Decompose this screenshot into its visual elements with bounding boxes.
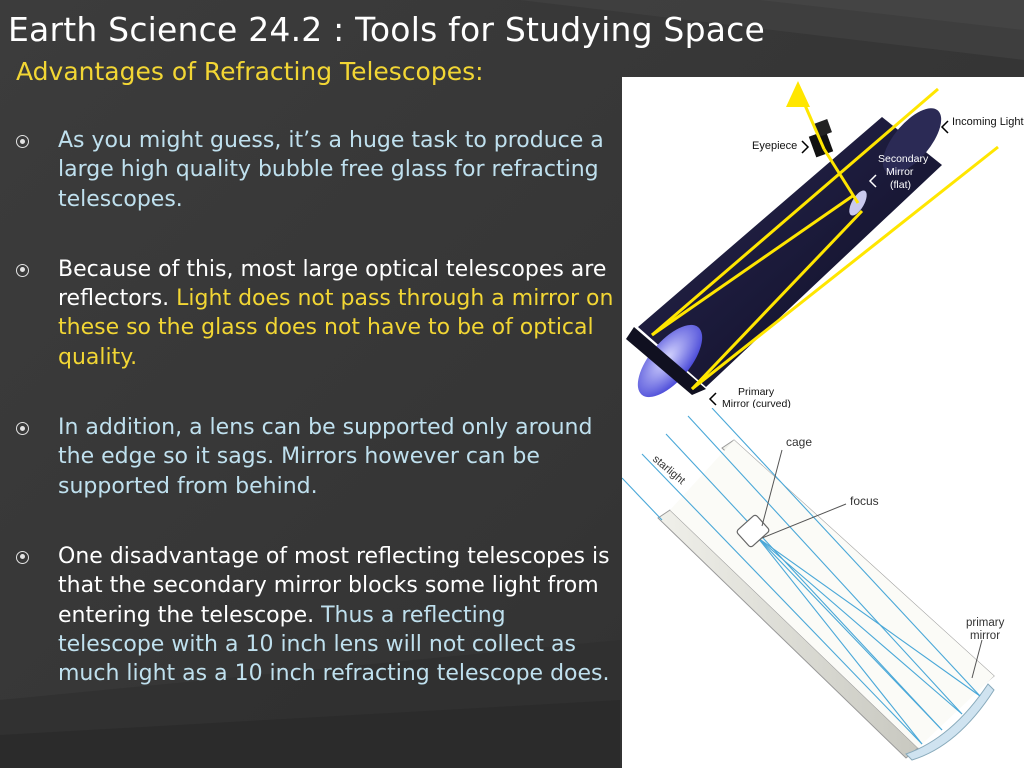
label-secondary-mirror-2: Mirror xyxy=(886,166,914,178)
starlight-path-diagram xyxy=(622,408,1024,768)
label-secondary-mirror-1: Secondary xyxy=(878,153,929,165)
label-eyepiece: Eyepiece xyxy=(752,140,798,152)
slide-title: Earth Science 24.2 : Tools for Studying Space xyxy=(8,10,765,49)
label-starlight: starlight xyxy=(650,453,688,488)
label-primary-mirror-1: Primary xyxy=(738,386,775,398)
bullet-text: Thus a reflecting telescope with a 10 inch lens will not collect as much light as a 10 inch refracting telescope does. xyxy=(58,602,610,687)
label-secondary-mirror-3: (flat) xyxy=(890,179,911,191)
bullet-list xyxy=(14,126,614,688)
bullet-marker-icon xyxy=(16,264,29,277)
bullet-text: In addition, a lens can be supported only around the edge so it sags. Mirrors however can be supported from behind. xyxy=(58,415,593,499)
arrow-up-icon xyxy=(786,81,810,107)
slide-subtitle: Advantages of Refracting Telescopes: xyxy=(16,57,484,86)
bullet-item xyxy=(14,126,614,214)
reflector-telescope-diagram xyxy=(622,77,1024,408)
label-focus: focus xyxy=(850,494,879,508)
bullet-marker-icon xyxy=(16,551,29,564)
label-primary-mirror-1: primary xyxy=(966,617,1005,629)
label-incoming-light: Incoming Light xyxy=(952,116,1024,128)
bullet-text: Because of this, most large optical telescopes are reflectors. xyxy=(58,256,607,312)
bullet-marker-icon xyxy=(16,135,29,148)
bullet-marker-icon xyxy=(16,422,29,435)
label-cage: cage xyxy=(786,435,813,449)
bullet-item xyxy=(14,413,614,501)
bullet-text: One disadvantage of most reflecting telescopes is that the secondary mirror blocks some light from entering the telescope. xyxy=(58,543,610,628)
bullet-text: As you might guess, it’s a huge task to produce a large high quality bubble free glass for refracting telescopes. xyxy=(58,128,604,212)
label-primary-mirror-2: Mirror (curved) xyxy=(722,398,791,408)
bullet-item xyxy=(14,542,614,688)
bullet-item xyxy=(14,255,614,372)
bullet-text: Light does not pass through a mirror on these so the glass does not have to be of optical quality. xyxy=(58,286,614,370)
label-primary-mirror-2: mirror xyxy=(970,630,1001,642)
